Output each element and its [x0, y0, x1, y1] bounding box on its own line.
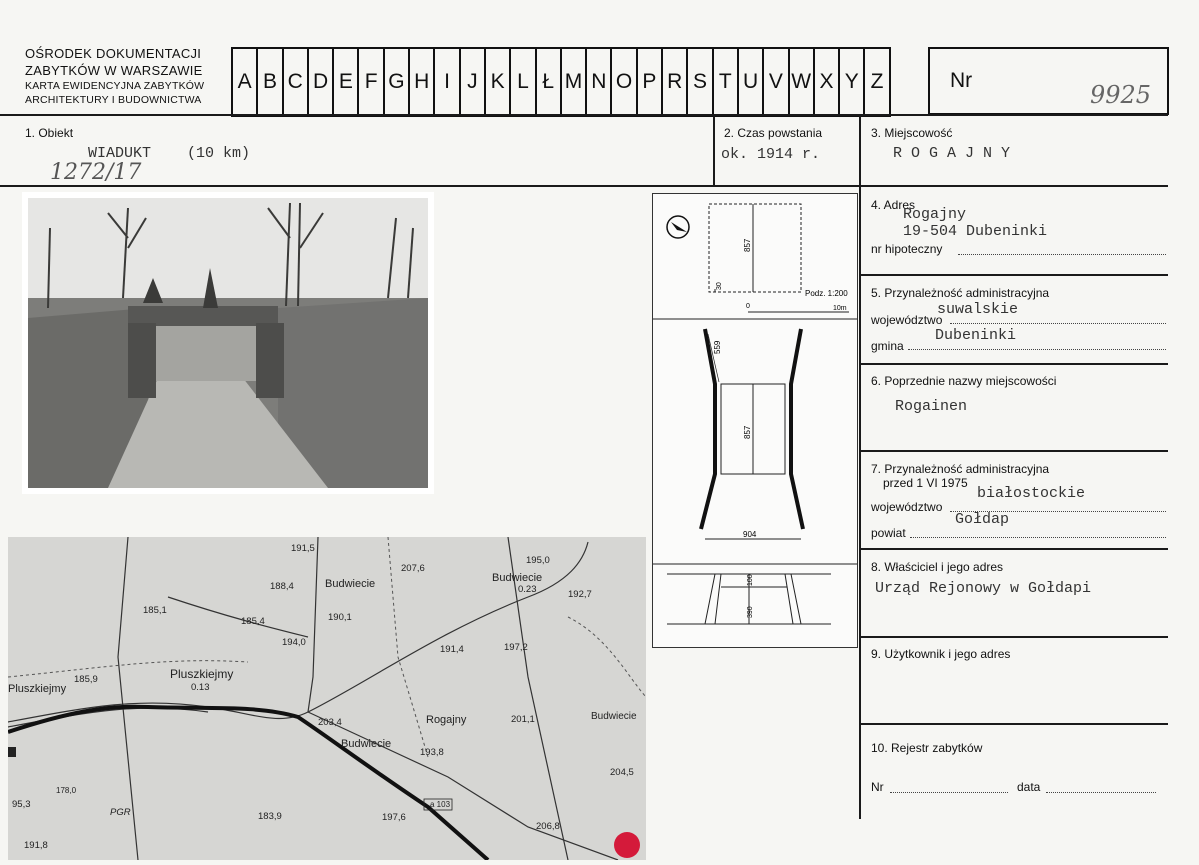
dimension-label: 559 — [713, 340, 722, 354]
technical-drawing — [652, 193, 858, 648]
field-admin-woj-label: województwo — [871, 313, 943, 327]
number-box — [928, 47, 1169, 115]
dimension-label: 390 — [747, 606, 754, 618]
scale-ten-label: 10m — [833, 305, 847, 312]
dimension-label: 904 — [743, 530, 757, 539]
map-label: 185,4 — [241, 616, 265, 627]
index-letter: Z — [863, 49, 888, 115]
dimension-label: 857 — [743, 425, 752, 439]
index-letter: U — [737, 49, 762, 115]
field-date-value: ok. 1914 r. — [721, 146, 821, 163]
map-label: PGR — [110, 807, 131, 818]
map-label: 191,5 — [291, 543, 315, 554]
map-label: 203,4 — [318, 717, 342, 728]
field-locality-label: 3. Miejscowość — [871, 126, 953, 140]
map-label: 201,1 — [511, 714, 535, 725]
map-label: 195,0 — [526, 555, 550, 566]
field-admin-old-woj-label: województwo — [871, 500, 943, 514]
map-label: a 103 — [430, 800, 451, 809]
org-line-1: OŚRODEK DOKUMENTACJI — [25, 46, 202, 61]
map-label: 206,8 — [536, 821, 560, 832]
index-letter: C — [282, 49, 307, 115]
bridge-plan-drawing — [653, 194, 857, 647]
index-letter: Y — [838, 49, 863, 115]
org-line-4: ARCHITEKTURY I BUDOWNICTWA — [25, 94, 202, 106]
field-address-label: 4. Adres — [871, 198, 916, 212]
nr-value: 9925 — [1090, 81, 1152, 109]
index-letter: K — [484, 49, 509, 115]
map-label: 191,8 — [24, 840, 48, 851]
map-label: 197,2 — [504, 642, 528, 653]
index-letter: N — [585, 49, 610, 115]
alphabet-index — [231, 47, 891, 117]
topographic-map — [8, 537, 646, 860]
map-label: 197,6 — [382, 812, 406, 823]
map-label: 183,9 — [258, 811, 282, 822]
dimension-label: 857 — [743, 238, 752, 252]
field-admin-old-powiat-value: Gołdap — [955, 511, 1010, 528]
field-admin-old-label: 7. Przynależność administracyjna — [871, 462, 1050, 476]
index-letter: B — [256, 49, 281, 115]
map-label: 95,3 — [12, 799, 31, 810]
field-admin-woj-value: suwalskie — [937, 301, 1019, 318]
scale-zero-label: 0 — [746, 303, 750, 310]
map-label: 194,0 — [282, 637, 306, 648]
map-label: Budwiecie — [325, 578, 376, 590]
map-label: 188,4 — [270, 581, 294, 592]
field-address-line2: 19-504 Dubeninki — [903, 223, 1048, 240]
red-stamp-icon — [614, 832, 640, 858]
field-owner-label: 8. Właściciel i jego adres — [871, 560, 1004, 574]
map-label: 185,1 — [143, 605, 167, 616]
index-letter: G — [383, 49, 408, 115]
map-label: 207,6 — [401, 563, 425, 574]
field-object-hand-number: 1272/17 — [50, 160, 142, 185]
field-admin-old-woj-value: białostockie — [977, 485, 1086, 502]
index-letter: F — [357, 49, 382, 115]
index-letter: P — [636, 49, 661, 115]
map-label: 204,5 — [610, 767, 634, 778]
field-locality-value: R O G A J N Y — [893, 145, 1011, 162]
organization-block — [25, 45, 204, 107]
map-label: 191,4 — [440, 644, 464, 655]
field-admin-label: 5. Przynależność administracyjna — [871, 286, 1050, 300]
map-label: Budwiecie — [341, 738, 392, 750]
index-letter: O — [610, 49, 635, 115]
map-label: 0.13 — [191, 682, 210, 693]
index-letter: R — [661, 49, 686, 115]
map-label: 190,1 — [328, 612, 352, 623]
index-letter: Ł — [535, 49, 560, 115]
field-register-label: 10. Rejestr zabytków — [871, 741, 983, 755]
field-admin-old-powiat-label: powiat — [871, 526, 906, 540]
index-letter: S — [686, 49, 711, 115]
field-admin-gmina-label: gmina — [871, 339, 904, 353]
field-address-line1: Rogajny — [903, 206, 967, 223]
index-letter: I — [433, 49, 458, 115]
index-letter: E — [332, 49, 357, 115]
index-letter: J — [459, 49, 484, 115]
field-register-data-label: data — [1017, 780, 1041, 794]
org-line-3: KARTA EWIDENCYJNA ZABYTKÓW — [25, 80, 205, 92]
map-label: 192,7 — [568, 589, 592, 600]
dimension-label: 100 — [747, 574, 754, 586]
index-letter: X — [813, 49, 838, 115]
index-letter: T — [712, 49, 737, 115]
field-admin-old-date: przed 1 VI 1975 — [883, 476, 968, 490]
org-line-2: ZABYTKÓW W WARSZAWIE — [25, 63, 203, 78]
map-label: Budwiecie — [591, 711, 637, 722]
map-label: 0.23 — [518, 584, 537, 595]
field-owner-value: Urząd Rejonowy w Gołdapi — [875, 580, 1092, 597]
field-date-label: 2. Czas powstania — [724, 126, 823, 140]
map-label: 185,9 — [74, 674, 98, 685]
field-object-value: WIADUKT (10 km) — [88, 145, 251, 162]
field-admin-gmina-value: Dubeninki — [935, 327, 1017, 344]
index-letter: D — [307, 49, 332, 115]
index-letter: M — [560, 49, 585, 115]
map-label: Rogajny — [426, 714, 467, 726]
location-map — [8, 537, 646, 860]
map-label: 193,8 — [420, 747, 444, 758]
viaduct-photo-image — [28, 198, 428, 488]
field-former-names-value: Rogainen — [895, 398, 968, 415]
index-letter: H — [408, 49, 433, 115]
dimension-label: 30 — [716, 282, 723, 290]
index-letter: W — [788, 49, 813, 115]
map-label: 178,0 — [56, 786, 77, 795]
field-object-label: 1. Obiekt — [25, 126, 74, 140]
index-letter: V — [762, 49, 787, 115]
index-letter: A — [231, 49, 256, 115]
field-hipo-label: nr hipoteczny — [871, 242, 943, 256]
index-letter: L — [509, 49, 534, 115]
scale-label: Podz. 1:200 — [805, 289, 848, 298]
map-label: Budwiecie — [492, 572, 543, 584]
viaduct-photo — [22, 192, 434, 494]
map-label: Pluszkiejmy — [170, 667, 234, 681]
nr-label: Nr — [950, 69, 973, 92]
field-user-label: 9. Użytkownik i jego adres — [871, 647, 1011, 661]
field-former-names-label: 6. Poprzednie nazwy miejscowości — [871, 374, 1057, 388]
field-register-nr-label: Nr — [871, 780, 884, 794]
map-label: Pluszkiejmy — [8, 683, 67, 695]
